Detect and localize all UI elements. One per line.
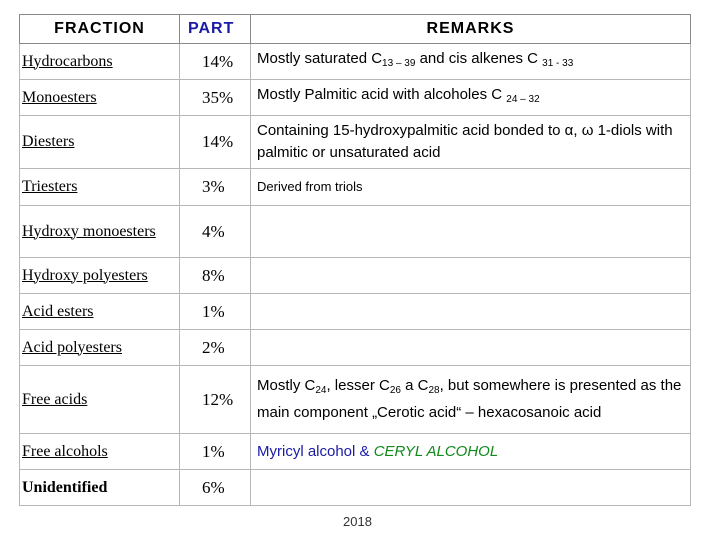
remarks-text: Mostly Palmitic acid with alcoholes C xyxy=(257,86,507,103)
fraction-cell: Acid polyesters xyxy=(20,330,180,366)
fraction-cell: Unidentified xyxy=(20,470,180,506)
remarks-subscript: 24 – 32 xyxy=(506,94,540,105)
part-cell: 6% xyxy=(180,470,251,506)
header-row xyxy=(20,15,691,44)
remarks-text: a C xyxy=(400,377,429,394)
remarks-cell xyxy=(251,470,691,506)
remarks-text: , lesser C xyxy=(326,377,390,394)
fraction-cell: Triesters xyxy=(20,169,180,206)
part-cell: 12% xyxy=(180,366,251,434)
remarks-text: Mostly C xyxy=(257,377,316,394)
remarks-cell xyxy=(251,80,691,116)
remarks-cell xyxy=(251,258,691,294)
remarks-cell xyxy=(251,44,691,80)
part-cell: 4% xyxy=(180,206,251,258)
remarks-text: Myricyl alcohol & xyxy=(257,442,374,460)
remarks-cell xyxy=(251,206,691,258)
footer-year: 2018 xyxy=(343,514,372,529)
remarks-highlight: CERYL ALCOHOL xyxy=(373,442,499,460)
part-cell: 35% xyxy=(180,80,251,116)
part-cell: 1% xyxy=(180,294,251,330)
remarks-subscript: 31 - 33 xyxy=(542,58,574,69)
remarks-cell xyxy=(251,294,691,330)
remarks-cell: Containing 15-hydroxypalmitic acid bonded to α, ω 1-diols with palmitic or unsaturated acid xyxy=(251,116,691,169)
table-row xyxy=(20,206,691,258)
header-remarks: REMARKS xyxy=(251,15,691,44)
remarks-cell: Derived from triols xyxy=(251,169,691,206)
part-cell: 2% xyxy=(180,330,251,366)
fraction-cell: Hydrocarbons xyxy=(20,44,180,80)
header-part: PART xyxy=(180,15,251,44)
part-cell: 1% xyxy=(180,434,251,470)
table-row xyxy=(20,258,691,294)
remarks-subscript: 24 xyxy=(315,385,327,396)
fraction-cell: Hydroxy polyesters xyxy=(20,258,180,294)
remarks-subscript: 28 xyxy=(428,385,440,396)
part-cell: 14% xyxy=(180,116,251,169)
part-cell: 14% xyxy=(180,44,251,80)
remarks-cell xyxy=(251,434,691,470)
table-row xyxy=(20,169,691,206)
remarks-text: and cis alkenes C xyxy=(415,50,543,67)
table-row xyxy=(20,80,691,116)
table-row xyxy=(20,116,691,169)
fraction-cell: Acid esters xyxy=(20,294,180,330)
remarks-subscript: 26 xyxy=(389,385,401,396)
fraction-cell: Diesters xyxy=(20,116,180,169)
fraction-cell: Free acids xyxy=(20,366,180,434)
table-row xyxy=(20,294,691,330)
table-row xyxy=(20,366,691,434)
remarks-cell xyxy=(251,330,691,366)
composition-table xyxy=(19,14,691,506)
header-fraction: FRACTION xyxy=(20,15,180,44)
table-row xyxy=(20,434,691,470)
fraction-cell: Free alcohols xyxy=(20,434,180,470)
fraction-cell: Monoesters xyxy=(20,80,180,116)
remarks-text: , but somewhere is presented as the main component „Cerotic acid“ – hexacosanoic acid xyxy=(257,377,682,421)
remarks-subscript: 13 – 39 xyxy=(382,58,416,69)
part-cell: 3% xyxy=(180,169,251,206)
table-row xyxy=(20,44,691,80)
table-row xyxy=(20,330,691,366)
fraction-cell: Hydroxy monoesters xyxy=(20,206,180,258)
part-cell: 8% xyxy=(180,258,251,294)
remarks-text: Mostly saturated C xyxy=(257,50,383,67)
table-row xyxy=(20,470,691,506)
remarks-cell xyxy=(251,366,691,434)
